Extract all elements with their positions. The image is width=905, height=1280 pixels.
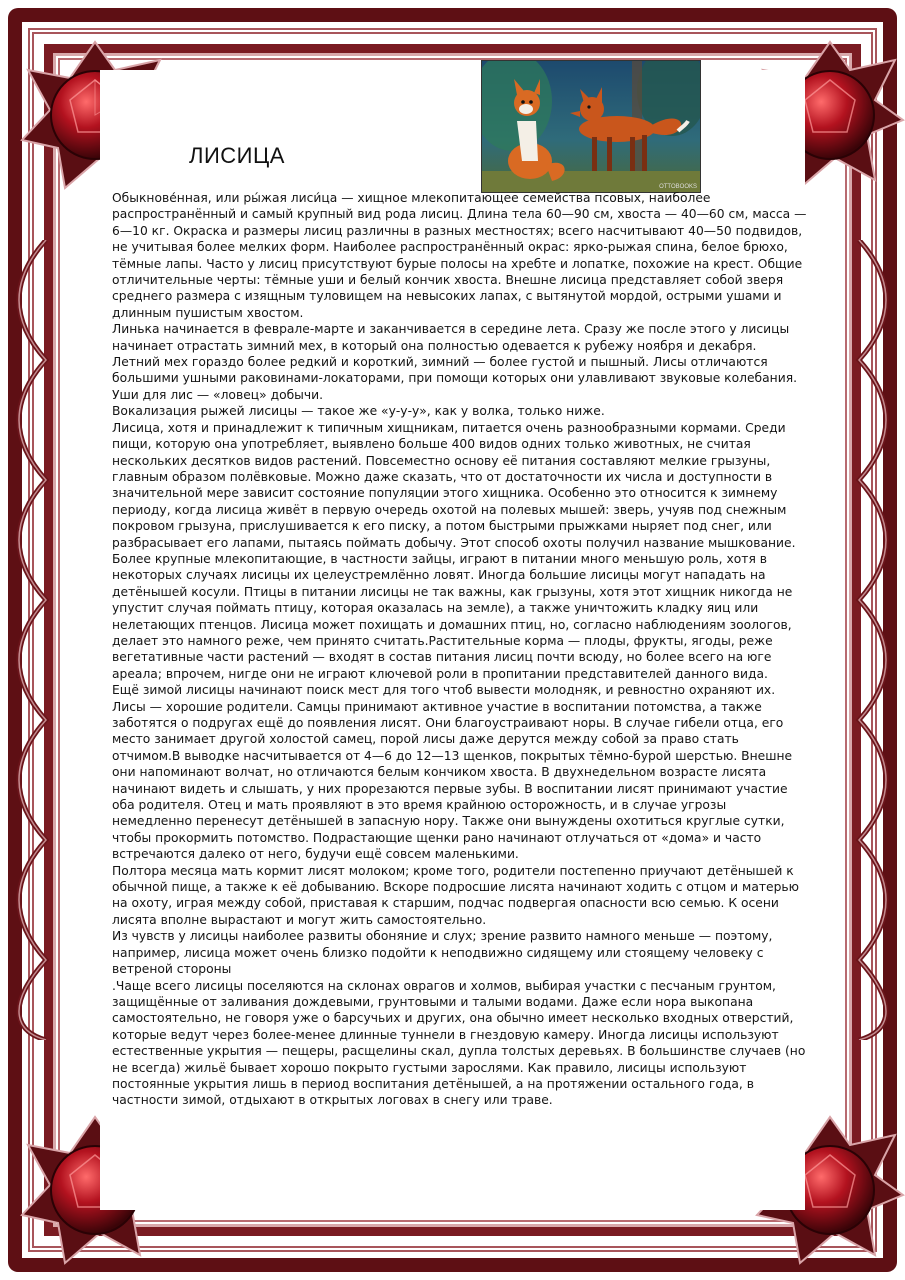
- paragraph: Ещё зимой лисицы начинают поиск мест для того чтоб вывести молодняк, и ревностно охраняют их. Лисы — хорошие родители. Самцы принимают активное участие в воспитании потомства, а также заботятся о подругах ещё до появления лисят. Они благоустраивают норы. В случае гибели отца, его место занимает другой холостой самец, порой лисы даже дерутся между собой за право стать отчимом.В выводке насчитывается от 4—6 до 12—13 щенков, покрытых тёмно-бурой шерстью. Внешне они напоминают волчат, но отличаются белым кончиком хвоста. В двухнедельном возрасте лисята начинают видеть и слышать, у них прорезаются первые зубы. В воспитании лисят принимают участие оба родителя. Отец и мать проявляют в это время крайнюю осторожность, и в случае угрозы немедленно перенесут детёнышей в запасную нору. Также они вынуждены охотиться круглые сутки, чтобы прокормить потомство. Подрастающие щенки рано начинают отлучаться от «дома» и часто встречаются далеко от него, будучи ещё совсем маленькими.: [112, 683, 793, 862]
- page-title: ЛИСИЦА: [189, 143, 285, 168]
- paragraph: Из чувств у лисицы наиболее развиты обоняние и слух; зрение развито намного меньше — поэтому, например, лисица может очень близко подойти к неподвижно сидящему или стоящему человеку с ветреной стороны: [112, 929, 773, 977]
- fox-pair-icon: [482, 61, 700, 192]
- paragraph: Линька начинается в феврале-марте и заканчивается в середине лета. Сразу же после этого у лисицы начинает отрастать зимний мех, в который она полностью одевается к рубежу ноября и декабря. Летний мех гораздо более редкий и короткий, зимний — более густой и пышный. Лисы отличаются большими ушными раковинами-локаторами, при помощи которых они улавливают звуковые колебания. Уши для лис — «ловец» добычи.: [112, 322, 798, 402]
- paragraph: Обыкнове́нная, или ры́жая лиси́ца — хищное млекопитающее семейства псовых, наиболее распространённый и самый крупный вид рода лисиц. Длина тела 60—90 см, хвоста — 40—60 см, масса — 6—10 кг. Окраска и размеры лисиц различны в разных местностях; всего насчитывают 40—50 подвидов, не учитывая более мелких форм. Наиболее распространённый окрас: ярко-рыжая спина, белое брюхо, тёмные лапы. Часто у лисиц присутствуют бурые полосы на хребте и лопатке, похожие на крест. Общие отличительные черты: тёмные уши и белый кончик хвоста. Внешне лисица представляет собой зверя среднего размера с изящным туловищем на невысоких лапах, с вытянутой мордой, острыми ушами и длинным пушистым хвостом.: [112, 191, 807, 320]
- paragraph: Вокализация рыжей лисицы — такое же «у-у-у», как у волка, только ниже.: [112, 404, 605, 419]
- image-watermark: OTTOBOOKS: [659, 184, 697, 190]
- paragraph: Полтора месяца мать кормит лисят молоком; кроме того, родители постепенно приучают детёнышей к обычной пище, а также к её добыванию. Вскоре подросшие лисята начинают ходить с отцом и матерью на охоту, играя между собой, приставая к старшим, подчас подвергая опасности всю семью. К осени лисята вполне вырастают и могут жить самостоятельно.: [112, 863, 799, 927]
- ornament-scroll-icon: [845, 240, 905, 1040]
- article-body: [112, 190, 807, 1109]
- paragraph: Более крупные млекопитающие, в частности зайцы, играют в питании много меньшую роль, хотя в некоторых случаях лисицы их целеустремлённо ловят. Иногда большие лисицы могут нападать на детёнышей косули. Птицы в питании лисицы не так важны, как грызуны, хотя этот хищник никогда не упустит случая поймать птицу, которая оказалась на земле), а также уничтожить кладку яиц или нелетающих птенцов. Лисица может похищать и домашних птиц, но, согласно наблюдениям зоологов, делает это намного реже, чем принято считать.Растительные корма — плоды, фрукты, ягоды, реже вегетативные части растений — входят в состав питания лисиц почти всюду, но более всего на юге ареала; впрочем, нигде они не играют ключевой роли в пропитании представителей данного вида.: [112, 551, 793, 681]
- ornament-scroll-icon: [0, 240, 60, 1040]
- fox-illustration: [481, 60, 701, 193]
- paragraph: Лисица, хотя и принадлежит к типичным хищникам, питается очень разнообразными кормами. Среди пищи, которую она употребляет, выявлено больше 400 видов одних только животных, не считая нескольких десятков видов растений. Повсеместно основу её питания составляют мелкие грызуны, главным образом полёвковые. Можно даже сказать, что от достаточности их числа и доступности в значительной мере зависит состояние популяции этого хищника. Особенно это относится к зимнему периоду, когда лисица живёт в первую очередь охотой на полевых мышей: зверь, учуяв под снежным покровом грызуна, прислушивается к его писку, а потом быстрыми прыжками ныряет под снег, или разбрасывает его лапами, пытаясь поймать добычу. Этот способ охоты получил название мышкование.: [112, 420, 796, 550]
- paragraph: .Чаще всего лисицы поселяются на склонах оврагов и холмов, выбирая участки с песчаным грунтом, защищённые от заливания дождевыми, грунтовыми и талыми водами. Даже если нора выкопана самостоятельно, не говоря уже о барсучьих и других, она обычно имеет несколько входных отверстий, которые ведут через более-менее длинные туннели в гнездовую камеру. Иногда лисицы используют естественные укрытия — пещеры, расщелины скал, дупла толстых деревьях. В большинстве случаев (но не всегда) жильё бывает хорошо покрыто густыми зарослями. Как правило, лисицы используют постоянные укрытия лишь в период воспитания детёнышей, а на протяжении остального года, в частности зимой, отдыхают в открытых логовах в снегу или траве.: [112, 978, 806, 1108]
